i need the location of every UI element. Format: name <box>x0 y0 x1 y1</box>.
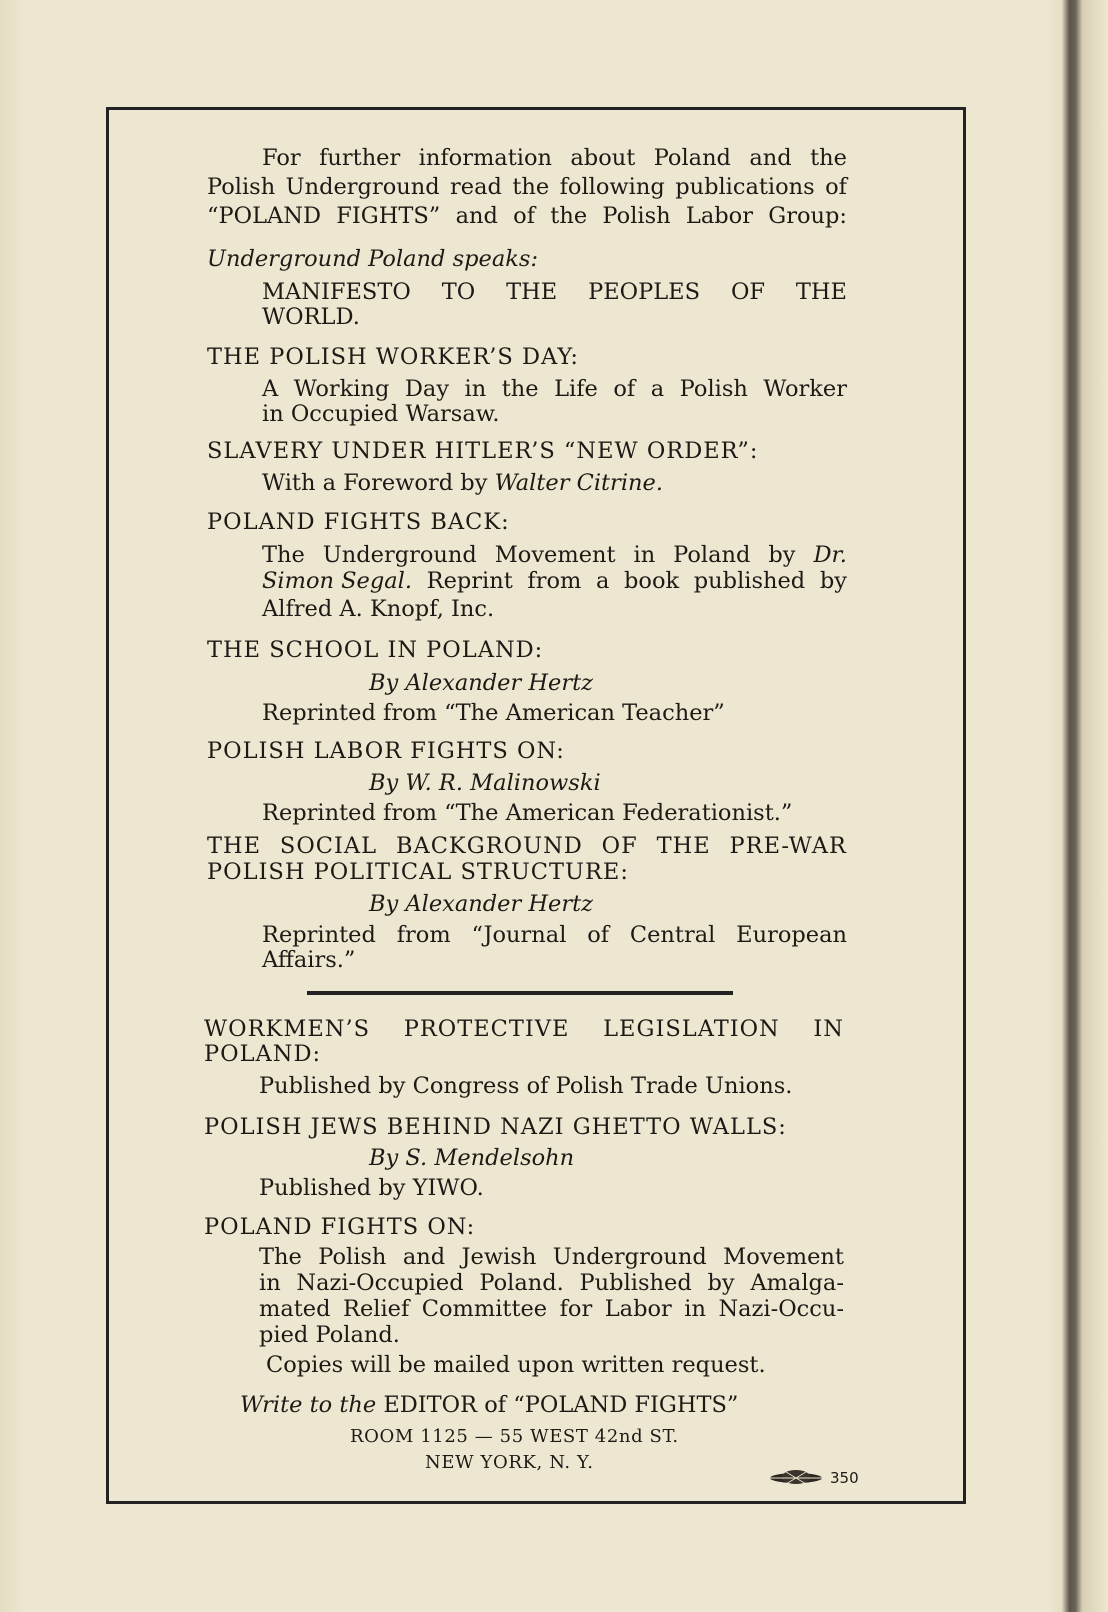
word: by <box>819 568 847 594</box>
publication-description <box>262 568 847 594</box>
word: PRE-WAR <box>729 833 847 859</box>
foreword-author: Walter Citrine. <box>494 470 663 496</box>
publication-note: Reprinted from “The American Teacher” <box>262 700 725 726</box>
word: the <box>512 174 550 200</box>
publication-title: SLAVERY UNDER HITLER’S “NEW ORDER”: <box>207 438 759 464</box>
publication-author: Simon Segal. <box>262 568 413 594</box>
word: Movement <box>723 1244 844 1270</box>
word: Group: <box>768 203 847 229</box>
word: “POLAND <box>207 203 322 229</box>
word: Poland. <box>479 1270 564 1296</box>
publication-title: THE SCHOOL IN POLAND: <box>207 637 544 663</box>
word: Underground <box>285 174 440 200</box>
word: Movement <box>494 542 616 568</box>
word: OF <box>601 833 638 859</box>
word: a <box>595 568 610 594</box>
word: Polish <box>207 174 276 200</box>
word: A <box>262 376 279 402</box>
publication-title: THE POLISH WORKER’S DAY: <box>207 344 580 370</box>
word: book <box>624 568 680 594</box>
publication-title <box>204 1016 844 1042</box>
word: in <box>259 1270 281 1296</box>
publication-author: By W. R. Malinowski <box>369 770 601 796</box>
word: OF <box>730 279 765 305</box>
word: from <box>396 922 451 948</box>
word: Life <box>554 376 598 402</box>
section-divider <box>307 991 733 995</box>
word: and <box>455 203 498 229</box>
word: Amalga- <box>750 1270 844 1296</box>
union-label-icon <box>766 1468 826 1488</box>
word: and <box>402 1244 446 1270</box>
word: Committee <box>421 1296 548 1322</box>
word: Underground <box>322 542 477 568</box>
publication-description: in Occupied Warsaw. <box>262 401 500 427</box>
publication-note: Published by YIWO. <box>259 1175 484 1201</box>
word: SOCIAL <box>279 833 378 859</box>
word: Reprint <box>426 568 513 594</box>
publication-title: POLISH JEWS BEHIND NAZI GHETTO WALLS: <box>204 1114 787 1140</box>
word: Underground <box>552 1244 707 1270</box>
foreword-label: With a Foreword by <box>262 470 495 496</box>
publication-title: POLAND FIGHTS BACK: <box>207 509 510 535</box>
editor-label: EDITOR of “POLAND FIGHTS” <box>376 1392 739 1418</box>
publication-author: By S. Mendelsohn <box>369 1145 575 1171</box>
word: THE <box>656 833 711 859</box>
address-city: NEW YORK, N. Y. <box>425 1452 594 1473</box>
publication-title: POLAND: <box>204 1041 322 1067</box>
word: PROTECTIVE <box>403 1016 570 1042</box>
word: Jewish <box>461 1244 537 1270</box>
publication-description <box>259 1270 844 1296</box>
word: PEOPLES <box>588 279 701 305</box>
press-number: 350 <box>830 1469 859 1487</box>
intro-line-3 <box>207 203 847 229</box>
intro-line-2 <box>207 174 847 200</box>
word: European <box>736 922 847 948</box>
word: Published <box>579 1270 692 1296</box>
word: Labor <box>604 1296 672 1322</box>
word: about <box>570 145 636 171</box>
word: Day <box>404 376 450 402</box>
word: Reprinted <box>262 922 376 948</box>
word: Worker <box>763 376 847 402</box>
word: THE <box>506 279 558 305</box>
publication-description <box>262 376 847 402</box>
publication-author: By Alexander Hertz <box>369 891 593 917</box>
binding-spine <box>1050 0 1108 1612</box>
word: Nazi-Occu- <box>718 1296 844 1322</box>
word: WORKMEN’S <box>204 1016 371 1042</box>
word: by <box>768 542 796 568</box>
publication-description <box>262 542 847 568</box>
word: of <box>513 203 536 229</box>
word: the <box>810 145 847 171</box>
word: Polish <box>679 376 748 402</box>
word: Polish <box>318 1244 387 1270</box>
word: for <box>559 1296 593 1322</box>
word: FIGHTS” <box>336 203 441 229</box>
publication-author: By Alexander Hertz <box>369 670 593 696</box>
publication-description: WORLD. <box>262 304 360 330</box>
word: in <box>464 376 487 402</box>
word: LEGISLATION <box>603 1016 780 1042</box>
word: THE <box>795 279 847 305</box>
word: Relief <box>343 1296 410 1322</box>
word: mated <box>259 1296 331 1322</box>
address-room: ROOM 1125 — 55 WEST 42nd ST. <box>350 1426 679 1447</box>
word: and <box>749 145 792 171</box>
write-to-label: Write to the <box>240 1392 377 1418</box>
word: of <box>825 174 847 200</box>
intro-line-1 <box>262 145 847 171</box>
publication-description <box>262 279 847 305</box>
page-left-shadow <box>0 0 24 1612</box>
word: from <box>527 568 582 594</box>
word: by <box>707 1270 735 1296</box>
word: Central <box>629 922 716 948</box>
publication-note: Reprinted from “The American Federationist.” <box>262 800 793 826</box>
word: TO <box>441 279 476 305</box>
publication-note: Affairs.” <box>262 947 356 973</box>
word: following <box>559 174 665 200</box>
word: Working <box>293 376 390 402</box>
write-to-line <box>240 1392 738 1418</box>
publication-title: Underground Poland speaks: <box>207 246 539 272</box>
publication-title: POLISH POLITICAL STRUCTURE: <box>207 859 629 885</box>
word: The <box>262 542 305 568</box>
word: information <box>418 145 552 171</box>
mailing-note: Copies will be mailed upon written request. <box>266 1352 766 1378</box>
publication-description <box>259 1296 844 1322</box>
word: Polish <box>602 203 671 229</box>
word: For <box>262 145 301 171</box>
word: a <box>650 376 665 402</box>
word: MANIFESTO <box>262 279 411 305</box>
word: of <box>613 376 636 402</box>
publication-description: Alfred A. Knopf, Inc. <box>262 596 495 622</box>
word: Nazi-Occupied <box>296 1270 464 1296</box>
word: the <box>501 376 539 402</box>
word: Poland <box>653 145 731 171</box>
word: in <box>633 542 656 568</box>
publication-title: POLAND FIGHTS ON: <box>204 1214 476 1240</box>
word: further <box>319 145 401 171</box>
word: in <box>684 1296 706 1322</box>
word: publications <box>675 174 815 200</box>
word: IN <box>813 1016 844 1042</box>
publication-note: Published by Congress of Polish Trade Unions. <box>259 1073 793 1099</box>
word: The <box>259 1244 302 1270</box>
publication-note <box>262 922 847 948</box>
word: THE <box>207 833 262 859</box>
word: published <box>693 568 806 594</box>
word: Dr. <box>813 542 847 568</box>
word: “Journal <box>471 922 567 948</box>
word: BACKGROUND <box>395 833 583 859</box>
word: of <box>587 922 610 948</box>
publication-description <box>262 470 663 496</box>
publication-description: pied Poland. <box>259 1322 400 1348</box>
publication-description <box>259 1244 844 1270</box>
word: Poland <box>673 542 751 568</box>
publication-title: POLISH LABOR FIGHTS ON: <box>207 738 565 764</box>
word: read <box>450 174 502 200</box>
word: Labor <box>685 203 753 229</box>
publication-title <box>207 833 847 859</box>
word: the <box>550 203 588 229</box>
